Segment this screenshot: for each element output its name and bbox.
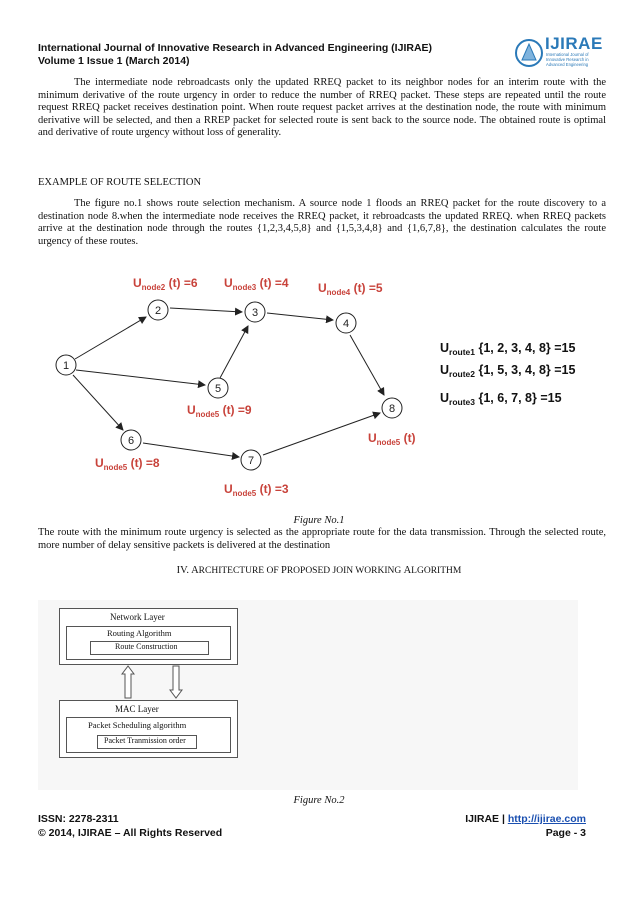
route1-total: $U_{route1}$ {1, 2, 3, 4, 8} =15 <box>440 341 576 357</box>
paragraph-example: The figure no.1 shows route selection mechanism. A source node 1 floods an RREQ packet for the route discovery to a destination node 8.when the intermediate node receives the RREQ packet, it rebroadcasts the updated RREQ. when RREQ packets arrive at the destination node through the routes {1,2,3,4,5,8} and {1,5,3,4,8} and {1,6,7,8}, the destination calculates the route urgency of these routes. <box>38 198 606 247</box>
section-heading: IV. ARCHITECTURE OF PROPOSED JOIN WORKING ALGORITHM <box>176 565 462 576</box>
urgency-node5-a: $U_{node5}$ (t) =9 <box>187 403 252 419</box>
network-layer-label: Network Layer <box>110 612 165 622</box>
down-arrow-icon <box>170 666 182 698</box>
paragraph-intro: The intermediate node rebroadcasts only the updated RREQ packet to its neighbor nodes for an interim route with the minimum derivative of the route urgency in order to reduce the number of RREQ packet. These steps are repeated until the route request RREQ packet receives destination point. When route request packet arrives at the destination node, the route with minimum derivative will be selected, and then a RREP packet for selected route is sent back to the source node. The obtained route is optimal and derivative of route urgency without loss of generality. <box>38 77 606 138</box>
edge-6-7 <box>143 443 239 457</box>
urgency-node2: $U_{node2}$ (t) =6 <box>133 276 198 292</box>
network-layer-box <box>59 608 238 665</box>
node-2-label: 2 <box>154 305 162 317</box>
route-construction-box <box>90 641 209 655</box>
logo-subtitle: International Journal of Innovative Research in Advanced Engineering <box>546 52 589 67</box>
urgency-node3: $U_{node3}$ (t) =4 <box>224 276 289 292</box>
journal-url-link[interactable]: http://ijirae.com <box>507 813 586 825</box>
urgency-node4: $U_{node4}$ (t) =5 <box>318 281 383 297</box>
page-number: Page - 3 <box>545 827 586 839</box>
urgency-node5-d: $U_{node5}$ (t) <box>368 431 416 447</box>
up-arrow-icon <box>122 666 134 698</box>
example-heading: EXAMPLE OF ROUTE SELECTION <box>38 177 202 188</box>
urgency-node5-c: $U_{node5}$ (t) =3 <box>224 482 289 498</box>
node-3-label: 3 <box>251 307 259 319</box>
logo-text: IJIRAE <box>545 34 603 53</box>
route-construction-label: Route Construction <box>115 642 178 651</box>
route-selection-figure <box>0 268 638 508</box>
journal-title: International Journal of Innovative Research in Advanced Engineering (IJIRAE) <box>38 42 433 54</box>
edge-1-6 <box>73 375 123 430</box>
edge-1-5 <box>76 370 205 385</box>
node-5-label: 5 <box>214 383 222 395</box>
route2-total: $U_{route2}$ {1, 5, 3, 4, 8} =15 <box>440 363 576 379</box>
edge-3-4 <box>267 313 333 320</box>
node-1-label: 1 <box>62 360 70 372</box>
figure2-caption: Figure No.2 <box>293 795 345 806</box>
footer-right <box>465 812 586 840</box>
journal-header <box>38 42 432 68</box>
edge-4-8 <box>350 335 384 395</box>
edge-2-3 <box>170 308 242 312</box>
packet-transmission-label: Packet Tranmission order <box>104 736 186 745</box>
node-8-label: 8 <box>388 403 396 415</box>
node-6-label: 6 <box>127 435 135 447</box>
issn: ISSN: 2278-2311 <box>38 813 119 825</box>
packet-scheduling-label: Packet Scheduling algorithm <box>88 720 187 730</box>
edge-5-3 <box>220 326 248 378</box>
journal-short: IJIRAE | <box>465 813 508 825</box>
urgency-node5-b: $U_{node5}$ (t) =8 <box>95 456 160 472</box>
architecture-figure <box>38 600 578 790</box>
route3-total: $U_{route3}$ {1, 6, 7, 8} =15 <box>440 391 562 407</box>
mac-layer-box <box>59 700 238 758</box>
figure1-caption: Figure No.1 <box>293 515 345 526</box>
logo-emblem-icon <box>512 36 546 70</box>
routing-algorithm-box <box>66 626 231 660</box>
packet-scheduling-box <box>66 717 231 753</box>
footer-left <box>38 812 222 840</box>
journal-volume: Volume 1 Issue 1 (March 2014) <box>38 55 190 67</box>
copyright: © 2014, IJIRAE – All Rights Reserved <box>38 827 223 839</box>
mac-layer-label: MAC Layer <box>115 704 159 714</box>
edge-1-2 <box>75 317 146 359</box>
node-7-label: 7 <box>247 455 255 467</box>
journal-logo <box>512 34 603 72</box>
layer-arrows <box>118 664 218 704</box>
packet-transmission-box <box>97 735 197 749</box>
paragraph-selection: The route with the minimum route urgency is selected as the appropriate route for the data transmission. Through the selected route, more number of delay sensitive packets is delivered at the destination <box>38 527 606 551</box>
edge-7-8 <box>263 413 380 455</box>
routing-algorithm-label: Routing Algorithm <box>107 628 172 638</box>
node-4-label: 4 <box>342 318 350 330</box>
